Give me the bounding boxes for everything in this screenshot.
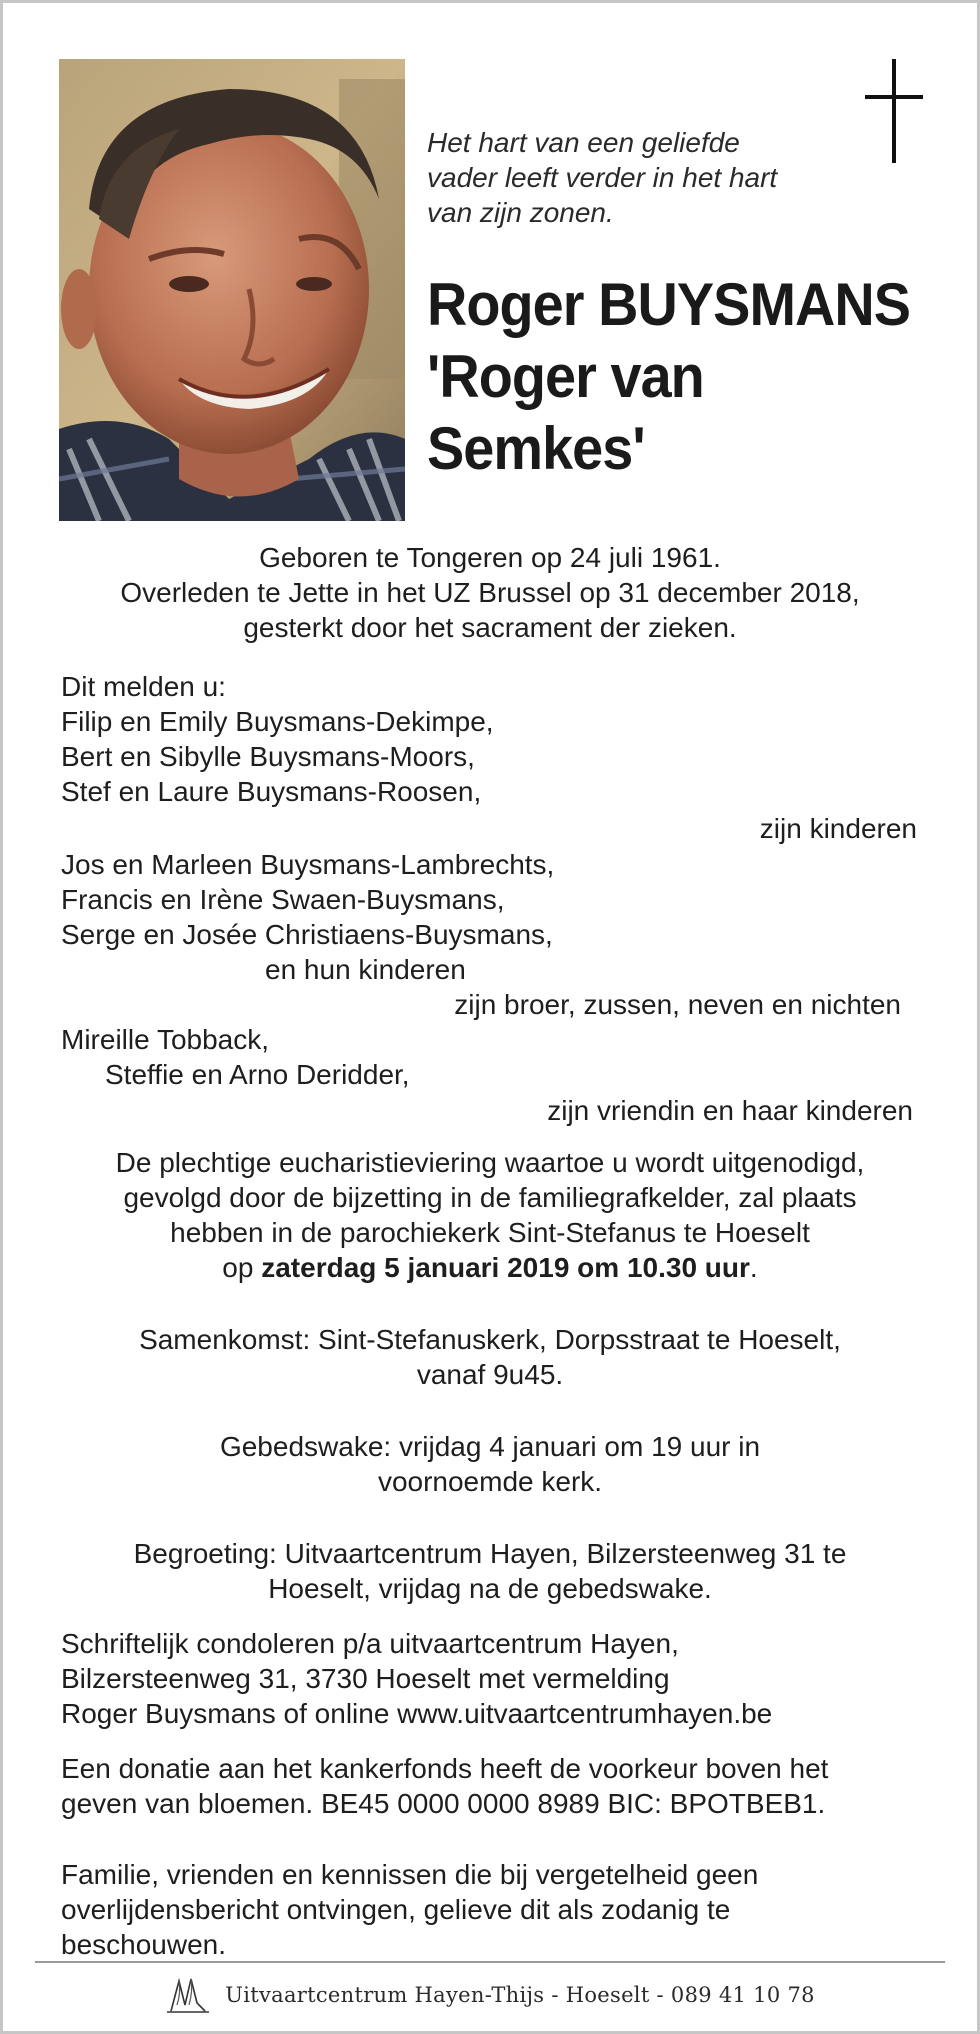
ceremony-line: De plechtige eucharistieviering waartoe u wordt uitgenodigd, — [115, 1147, 865, 1178]
partner-label: zijn vriendin en haar kinderen — [547, 1095, 913, 1126]
child-entry: Filip en Emily Buysmans-Dekimpe, — [61, 706, 494, 737]
gathering-line: vanaf 9u45. — [416, 1359, 564, 1390]
funeral-home-logo-icon — [165, 1975, 211, 2015]
date-bold: zaterdag 5 januari 2019 om 10.30 uur — [261, 1252, 750, 1283]
nickname-line: Semkes' — [427, 415, 645, 482]
birth-line: Geboren te Tongeren op 24 juli 1961. — [259, 542, 721, 573]
date-suffix: . — [749, 1252, 758, 1283]
nickname-line: 'Roger van — [427, 343, 704, 410]
sibling-entry: Francis en Irène Swaen-Buysmans, — [61, 884, 505, 915]
sacrament-line: gesterkt door het sacrament der zieken. — [243, 612, 737, 643]
greeting-line: Hoeselt, vrijdag na de gebedswake. — [268, 1573, 712, 1604]
portrait-photo — [59, 59, 405, 521]
partner-children-entry: Steffie en Arno Deridder, — [105, 1059, 410, 1090]
ceremony-line: hebben in de parochiekerk Sint-Stefanus te Hoeselt — [170, 1217, 810, 1248]
name-line: Roger BUYSMANS — [427, 271, 911, 338]
closing-line: beschouwen. — [61, 1929, 227, 1960]
condolence-line: Schriftelijk condoleren p/a uitvaartcentrum Hayen, — [61, 1628, 679, 1659]
children-label: zijn kinderen — [759, 813, 917, 844]
greeting-line: Begroeting: Uitvaartcentrum Hayen, Bilzersteenweg 31 te — [133, 1538, 847, 1569]
donation-line: Een donatie aan het kankerfonds heeft de voorkeur boven het — [61, 1753, 829, 1784]
partner-entry: Mireille Tobback, — [61, 1024, 270, 1055]
vigil-line: voornoemde kerk. — [377, 1466, 603, 1497]
closing-line: Familie, vrienden en kennissen die bij vergetelheid geen — [61, 1859, 759, 1890]
donation-line: geven van bloemen. BE45 0000 0000 8989 BIC: BPOTBEB1. — [61, 1788, 826, 1819]
sibling-entry: Jos en Marleen Buysmans-Lambrechts, — [61, 849, 555, 880]
quote-line: Het hart van een geliefde — [427, 127, 740, 158]
announcers-intro: Dit melden u: — [61, 671, 226, 702]
death-line: Overleden te Jette in het UZ Brussel op 31 december 2018, — [120, 577, 860, 608]
condolence-line: Bilzersteenweg 31, 3730 Hoeselt met vermelding — [61, 1663, 670, 1694]
child-entry: Bert en Sibylle Buysmans-Moors, — [61, 741, 475, 772]
date-prefix: op — [222, 1252, 262, 1283]
siblings-extra: en hun kinderen — [265, 954, 466, 985]
deceased-name — [427, 269, 911, 485]
footer-divider — [35, 1961, 945, 1963]
siblings-label: zijn broer, zussen, neven en nichten — [454, 989, 901, 1020]
cross-icon — [865, 59, 923, 163]
ceremony-line: gevolgd door de bijzetting in de familiegrafkelder, zal plaats — [123, 1182, 857, 1213]
quote-line: van zijn zonen. — [427, 197, 614, 228]
vigil-line: Gebedswake: vrijdag 4 januari om 19 uur in — [219, 1431, 761, 1462]
footer — [3, 1975, 977, 2015]
memorial-quote — [427, 125, 847, 230]
gathering-line: Samenkomst: Sint-Stefanuskerk, Dorpsstraat te Hoeselt, — [139, 1324, 841, 1355]
ceremony-date — [3, 1251, 977, 1285]
condolence-line: Roger Buysmans of online www.uitvaartcentrumhayen.be — [61, 1698, 773, 1729]
sibling-entry: Serge en Josée Christiaens-Buysmans, — [61, 919, 553, 950]
child-entry: Stef en Laure Buysmans-Roosen, — [61, 776, 482, 807]
footer-text: Uitvaartcentrum Hayen-Thijs - Hoeselt - 089 41 10 78 — [225, 1983, 815, 2007]
quote-line: vader leeft verder in het hart — [427, 162, 778, 193]
closing-line: overlijdensbericht ontvingen, gelieve dit als zodanig te — [61, 1894, 731, 1925]
